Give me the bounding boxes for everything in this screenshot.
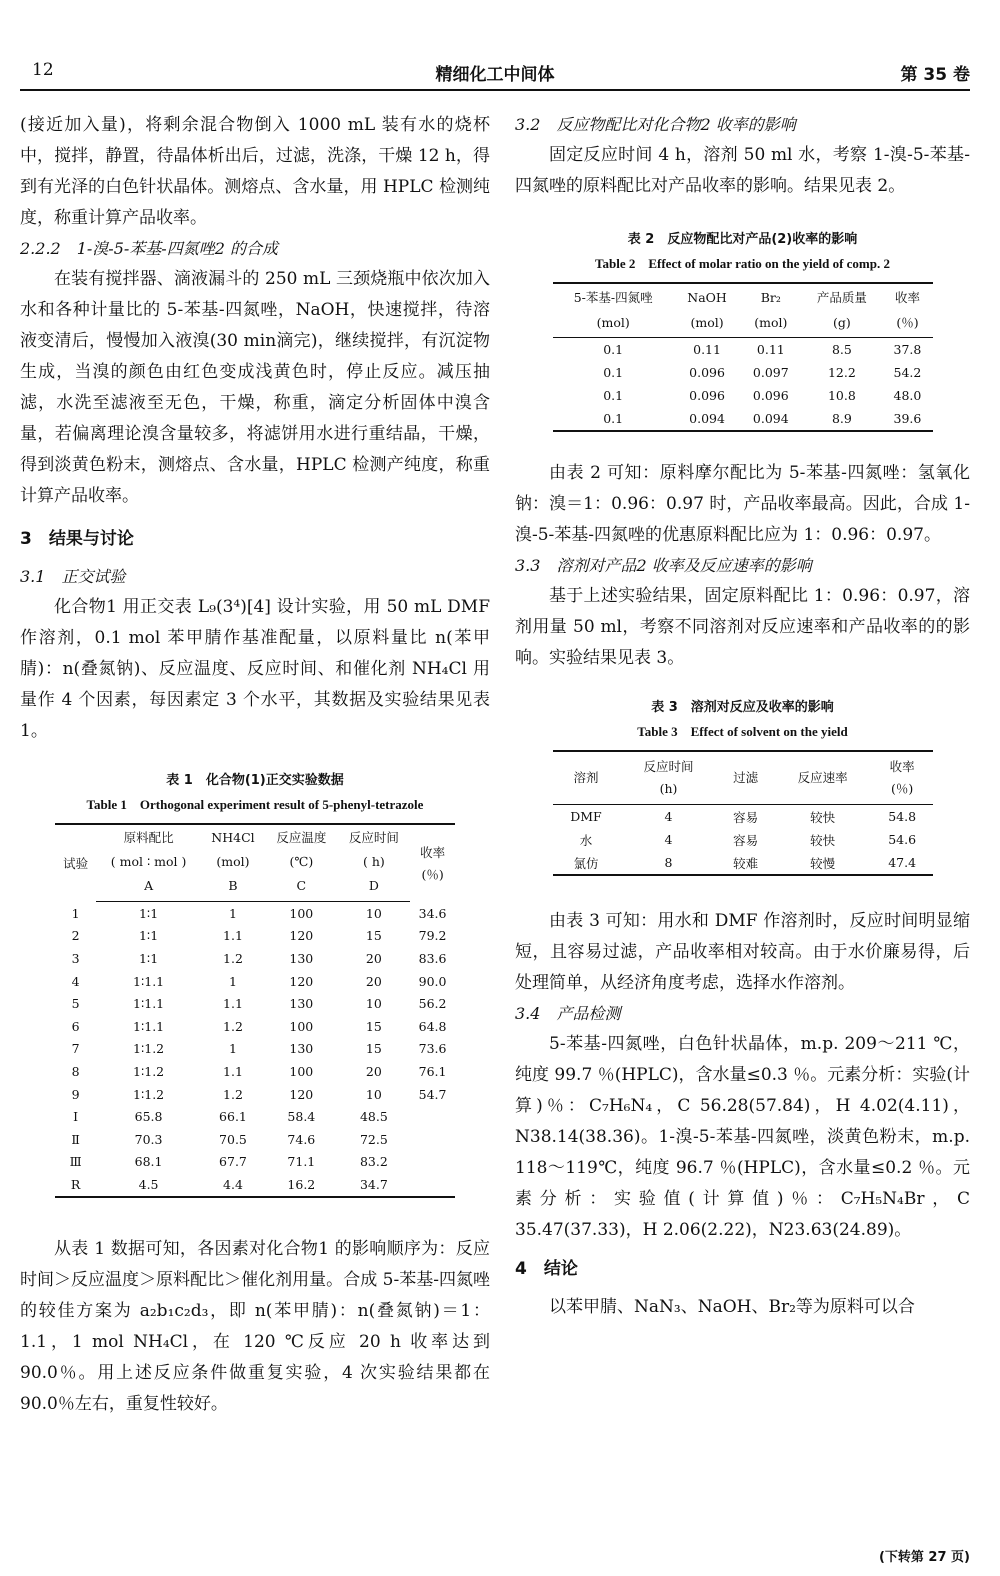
table-cell: 4 bbox=[664, 809, 673, 824]
table-cell: 1∶1.1 bbox=[133, 1018, 165, 1034]
table-row bbox=[553, 828, 933, 851]
column-header: 溶剂 bbox=[553, 751, 620, 805]
orthogonal-table bbox=[55, 823, 455, 1198]
table-cell: 10 bbox=[365, 905, 382, 921]
table-cell: Ⅰ bbox=[73, 1109, 79, 1125]
table-cell: 1.2 bbox=[223, 1086, 243, 1102]
table-cell: 130 bbox=[289, 996, 314, 1012]
table-cell: 0.096 bbox=[752, 388, 789, 403]
paragraph: (接近加入量)，将剩余混合物倒入 1000 mL 装有水的烧杯中，搅拌，静置，待晶体析出后，过滤，洗涤，干燥 12 h，得到有光泽的白色针状晶体。测熔点、含水量，用 HPLC 检测纯度，称重计算产品收率。 bbox=[20, 115, 490, 228]
column-unit: (％) bbox=[882, 309, 932, 338]
table-cell: 8 bbox=[664, 855, 673, 870]
table-cell: 0.11 bbox=[693, 342, 721, 357]
paragraph: 基于上述实验结果，固定原料配比 1：0.96：0.97，溶剂用量 50 ml，考察不同溶剂对反应速率和产品收率的的影响。实验结果见表 3。 bbox=[515, 586, 970, 668]
page-number: 12 bbox=[32, 60, 54, 80]
table-cell: 54.6 bbox=[888, 832, 917, 847]
table-caption: 表 3 溶剂对反应及收率的影响 bbox=[651, 700, 834, 715]
table-row bbox=[55, 1151, 455, 1174]
table-row bbox=[553, 361, 933, 384]
table-cell: 34.6 bbox=[418, 905, 447, 921]
column-header: 收率 bbox=[894, 290, 920, 305]
table-caption: 表 2 反应物配比对产品(2)收率的影响 bbox=[627, 232, 858, 247]
table-cell: 1∶1.1 bbox=[133, 996, 165, 1012]
section-heading: 4 结论 bbox=[515, 1259, 578, 1279]
column-header: NaOH bbox=[687, 290, 727, 305]
table-cell: 83.2 bbox=[359, 1154, 388, 1170]
paragraph: 由表 3 可知：用水和 DMF 作溶剂时，反应时间明显缩短，且容易过滤，产品收率相对较高。由于水价廉易得，后处理简单，从经济角度考虑，选择水作溶剂。 bbox=[515, 911, 970, 993]
table-row bbox=[553, 338, 933, 362]
table-cell: 70.3 bbox=[134, 1131, 163, 1147]
table-cell: 1 bbox=[229, 905, 237, 921]
paragraph: 以苯甲腈、NaN₃、NaOH、Br₂等为原料可以合 bbox=[549, 1297, 915, 1317]
column-header: NH4Cl bbox=[211, 830, 255, 845]
table-cell: 0.097 bbox=[752, 365, 789, 380]
table-row bbox=[55, 1038, 455, 1061]
table-cell: 64.8 bbox=[418, 1018, 447, 1034]
table-row bbox=[55, 1173, 455, 1197]
table-cell: 1.1 bbox=[223, 928, 243, 944]
continued-note: (下转第 27 页) bbox=[878, 1550, 970, 1565]
section-heading: 3.1 正交试验 bbox=[20, 567, 126, 586]
column-unit: (℃) bbox=[289, 854, 314, 869]
table-cell: Ⅲ bbox=[69, 1154, 82, 1170]
table-cell bbox=[410, 1173, 455, 1197]
table-cell bbox=[410, 1128, 455, 1151]
column-header: 反应时间 bbox=[348, 830, 399, 845]
table-cell: 7 bbox=[71, 1041, 80, 1057]
table-cell: 1∶1 bbox=[138, 928, 159, 944]
table-row bbox=[55, 925, 455, 948]
table-cell: 20 bbox=[365, 973, 382, 989]
table-cell: 76.1 bbox=[418, 1063, 447, 1079]
table-cell: 15 bbox=[365, 1041, 382, 1057]
table-cell: R bbox=[70, 1176, 81, 1192]
table-caption-en: Table 2 Effect of molar ratio on the yield of comp. 2 bbox=[595, 256, 890, 271]
table-cell: 58.4 bbox=[287, 1109, 316, 1125]
table-cell: 1.1 bbox=[223, 996, 243, 1012]
table-cell: 120 bbox=[289, 1086, 314, 1102]
table-row bbox=[553, 407, 933, 431]
table-caption-en: Table 1 Orthogonal experiment result of 5-phenyl-tetrazole bbox=[86, 797, 424, 812]
table-cell: 56.2 bbox=[418, 996, 447, 1012]
table-cell: 1 bbox=[229, 1041, 237, 1057]
table-cell: 较快 bbox=[810, 832, 836, 848]
table-cell: 0.094 bbox=[689, 411, 725, 426]
table-cell: 2 bbox=[71, 928, 80, 944]
column-header: Br₂ bbox=[760, 290, 781, 305]
table-cell: Ⅱ bbox=[71, 1131, 80, 1147]
column-header: 收率 (％) bbox=[872, 751, 933, 805]
volume-label: 第 35 卷 bbox=[900, 65, 970, 85]
right-column bbox=[515, 110, 970, 1323]
table-cell: 1 bbox=[71, 905, 80, 921]
column-header: 试验 bbox=[63, 856, 89, 872]
table-cell: 4 bbox=[664, 832, 673, 847]
table-cell: 8.5 bbox=[831, 342, 852, 357]
table-row bbox=[553, 805, 933, 829]
table-cell: 10 bbox=[365, 1086, 382, 1102]
table-cell: 6 bbox=[71, 1018, 80, 1034]
table-cell: 8 bbox=[71, 1063, 80, 1079]
table-cell: 68.1 bbox=[134, 1154, 163, 1170]
table-cell: 1.1 bbox=[223, 1063, 243, 1079]
table-cell: 66.1 bbox=[219, 1109, 247, 1125]
factor-label: C bbox=[265, 873, 338, 902]
table-cell: 72.5 bbox=[359, 1131, 388, 1147]
table-cell: 20 bbox=[365, 1063, 382, 1079]
header-rule bbox=[20, 89, 970, 91]
column-header: 反应温度 bbox=[276, 830, 327, 845]
table-row bbox=[553, 851, 933, 875]
section-heading: 3.4 产品检测 bbox=[515, 1004, 621, 1023]
table-cell: 1 bbox=[229, 973, 237, 989]
table-row bbox=[55, 1015, 455, 1038]
table-cell: 10 bbox=[365, 996, 382, 1012]
table-cell: 3 bbox=[71, 950, 80, 966]
table-cell: 54.2 bbox=[893, 365, 922, 380]
table-cell: 39.6 bbox=[893, 411, 922, 426]
table-cell: 100 bbox=[289, 1018, 314, 1034]
running-header bbox=[20, 60, 970, 86]
table-cell: 120 bbox=[289, 973, 314, 989]
solvent-table bbox=[553, 750, 933, 876]
column-header: 过滤 bbox=[718, 751, 774, 805]
table-cell: 4 bbox=[71, 973, 80, 989]
table-cell: 74.6 bbox=[287, 1131, 316, 1147]
section-heading: 2.2.2 1-溴-5-苯基-四氮唑2 的合成 bbox=[20, 239, 278, 258]
table-cell: 4.5 bbox=[138, 1176, 159, 1192]
table-cell: 70.5 bbox=[219, 1131, 247, 1147]
table-cell: 5 bbox=[71, 996, 80, 1012]
table-cell: 130 bbox=[289, 1041, 314, 1057]
column-header: 反应速率 bbox=[774, 751, 872, 805]
table-cell: 0.096 bbox=[689, 365, 725, 380]
table-cell: 1∶1.1 bbox=[133, 973, 165, 989]
table-row bbox=[55, 992, 455, 1015]
paragraph: 固定反应时间 4 h，溶剂 50 ml 水，考察 1-溴-5-苯基-四氮唑的原料配比对产品收率的影响。结果见表 2。 bbox=[515, 145, 970, 196]
table-caption: 表 1 化合物(1)正交实验数据 bbox=[166, 773, 344, 788]
table-row bbox=[55, 1105, 455, 1128]
table-cell: 氯仿 bbox=[573, 855, 599, 871]
column-header: 5-苯基-四氮唑 bbox=[573, 290, 653, 305]
table-cell: 90.0 bbox=[418, 973, 447, 989]
table-cell: 65.8 bbox=[134, 1109, 163, 1125]
table-cell bbox=[410, 1151, 455, 1174]
paragraph: 由表 2 可知：原料摩尔配比为 5-苯基-四氮唑：氢氧化钠：溴＝1：0.96：0.97 时，产品收率最高。因此，合成 1-溴-5-苯基-四氮唑的优惠原料配比应为 1：0.96：0.97。 bbox=[515, 463, 970, 545]
table-row bbox=[553, 384, 933, 407]
column-unit: (mol) bbox=[553, 309, 674, 338]
table-row bbox=[55, 1128, 455, 1151]
table-cell: 1∶1 bbox=[138, 950, 159, 966]
table-cell: 79.2 bbox=[418, 928, 447, 944]
table-cell: 71.1 bbox=[287, 1154, 316, 1170]
table-cell: 0.096 bbox=[689, 388, 725, 403]
table-cell: 48.0 bbox=[893, 388, 922, 403]
table-cell: 83.6 bbox=[418, 950, 447, 966]
column-header: 产品质量 bbox=[816, 290, 867, 305]
table-cell: 水 bbox=[579, 832, 593, 848]
table-cell: 120 bbox=[289, 928, 314, 944]
column-header: 原料配比 bbox=[123, 830, 174, 845]
table-cell: 15 bbox=[365, 1018, 382, 1034]
column-unit: (mol) bbox=[216, 854, 250, 869]
table-cell: 8.9 bbox=[831, 411, 852, 426]
column-unit: ( mol ∶ mol ) bbox=[110, 854, 187, 869]
factor-label: A bbox=[96, 873, 201, 902]
table-cell: 16.2 bbox=[287, 1176, 316, 1192]
table-cell: 100 bbox=[289, 905, 314, 921]
table-cell: 0.11 bbox=[756, 342, 785, 357]
table-cell: 0.1 bbox=[603, 342, 624, 357]
table-cell: 54.7 bbox=[418, 1086, 447, 1102]
table-cell: 1∶1.2 bbox=[133, 1063, 165, 1079]
table-cell: 1∶1.2 bbox=[133, 1041, 165, 1057]
paragraph: 在装有搅拌器、滴液漏斗的 250 mL 三颈烧瓶中依次加入水和各种计量比的 5-苯基-四氮唑，NaOH，快速搅拌，待溶液变清后，慢慢加入液溴(30 min滴完)，继续搅拌，有沉淀物生成，当溴的颜色由红色变成浅黄色时，停止反应。减压抽滤，水洗至滤液至无色，干燥，称重，滴定分析固体中溴含量，若偏离理论溴含量较多，将滤饼用水进行重结晶，干燥，得到淡黄色粉末，测熔点、含水量，HPLC 检测产纯度，称重计算产品收率。 bbox=[20, 269, 490, 506]
table-cell: 容易 bbox=[733, 832, 759, 848]
table-cell: 4.4 bbox=[223, 1176, 243, 1192]
table-row bbox=[55, 970, 455, 993]
column-unit: (mol) bbox=[674, 309, 740, 338]
table-cell: 0.094 bbox=[752, 411, 789, 426]
table-cell: 48.5 bbox=[359, 1109, 388, 1125]
table-cell: 73.6 bbox=[418, 1041, 447, 1057]
table-cell: 容易 bbox=[733, 809, 759, 825]
table-cell: 12.2 bbox=[827, 365, 856, 380]
table-cell: 1.2 bbox=[223, 1018, 243, 1034]
paragraph: 从表 1 数据可知，各因素对化合物1 的影响顺序为：反应时间＞反应温度＞原料配比＞催化剂用量。合成 5-苯基-四氮唑的较佳方案为 a₂b₁c₂d₃，即 n(苯甲腈)：n(叠氮钠)＝1：1.1，1 mol NH₄Cl，在 120 ℃反应 20 h 收率达到 90.0％。用上述反应条件做重复实验，4 次实验结果都在 90.0％左右，重复性较好。 bbox=[20, 1238, 490, 1414]
table-cell: 0.1 bbox=[603, 411, 624, 426]
table-cell: 0.1 bbox=[603, 388, 624, 403]
column-header: 收率 (％) bbox=[420, 845, 446, 883]
table-cell: 15 bbox=[365, 928, 382, 944]
table-cell: 34.7 bbox=[359, 1176, 388, 1192]
table-cell: 47.4 bbox=[888, 855, 917, 870]
section-heading: 3 结果与讨论 bbox=[20, 529, 134, 549]
column-header: 反应时间 (h) bbox=[619, 751, 717, 805]
table-caption-en: Table 3 Effect of solvent on the yield bbox=[637, 724, 848, 739]
table-cell: 130 bbox=[289, 950, 314, 966]
table-row bbox=[55, 902, 455, 925]
table-row bbox=[55, 947, 455, 970]
column-unit: (g) bbox=[801, 309, 882, 338]
column-unit: (mol) bbox=[740, 309, 801, 338]
table-cell: 100 bbox=[289, 1063, 314, 1079]
left-column bbox=[20, 110, 490, 1420]
table-cell: 20 bbox=[365, 950, 382, 966]
paragraph: 化合物1 用正交表 L₉(3⁴)[4] 设计实验，用 50 mL DMF 作溶剂，0.1 mol 苯甲腈作基准配量，以原料量比 n(苯甲腈)：n(叠氮钠)、反应温度、反应时间、和催化剂 NH₄Cl 用量作 4 个因素，每因素定 3 个水平，其数据及实验结果见表 1。 bbox=[20, 597, 490, 741]
table-row bbox=[55, 1060, 455, 1083]
table-cell: 较快 bbox=[810, 809, 836, 825]
section-heading: 3.3 溶剂对产品2 收率及反应速率的影响 bbox=[515, 556, 812, 575]
factor-label: B bbox=[201, 873, 265, 902]
table-cell bbox=[410, 1105, 455, 1128]
table-cell: 1∶1.2 bbox=[133, 1086, 165, 1102]
table-cell: 37.8 bbox=[893, 342, 922, 357]
table-cell: 较慢 bbox=[810, 855, 836, 871]
table-cell: 67.7 bbox=[219, 1154, 247, 1170]
table-cell: 0.1 bbox=[603, 365, 624, 380]
factor-label: D bbox=[338, 873, 411, 902]
table-cell: 1.2 bbox=[223, 950, 243, 966]
table-cell: 9 bbox=[71, 1086, 80, 1102]
table-cell: 10.8 bbox=[827, 388, 856, 403]
section-heading: 3.2 反应物配比对化合物2 收率的影响 bbox=[515, 115, 796, 134]
table-row bbox=[55, 1083, 455, 1106]
ratio-table bbox=[553, 282, 933, 432]
paragraph: 5-苯基-四氮唑，白色针状晶体，m.p. 209～211 ℃，纯度 99.7 ％(HPLC)，含水量≤0.3 ％。元素分析：实验(计算)％：C₇H₆N₄，C 56.28(57.84)，H 4.02(4.11)，N38.14(38.36)。1-溴-5-苯基-四氮唑，淡黄色粉末，m.p. 118～119℃，纯度 96.7 ％(HPLC)，含水量≤0.2 ％。元素分析：实验值(计算值)％：C₇H₅N₄Br，C 35.47(37.33)，H 2.06(2.22)，N23.63(24.89)。 bbox=[515, 1034, 970, 1240]
journal-title: 精细化工中间体 bbox=[435, 65, 555, 85]
table-cell: 54.8 bbox=[888, 809, 917, 824]
table-cell: DMF bbox=[570, 809, 602, 824]
column-unit: ( h) bbox=[362, 854, 385, 869]
table-cell: 较难 bbox=[733, 855, 759, 871]
table-cell: 1∶1 bbox=[138, 905, 159, 921]
